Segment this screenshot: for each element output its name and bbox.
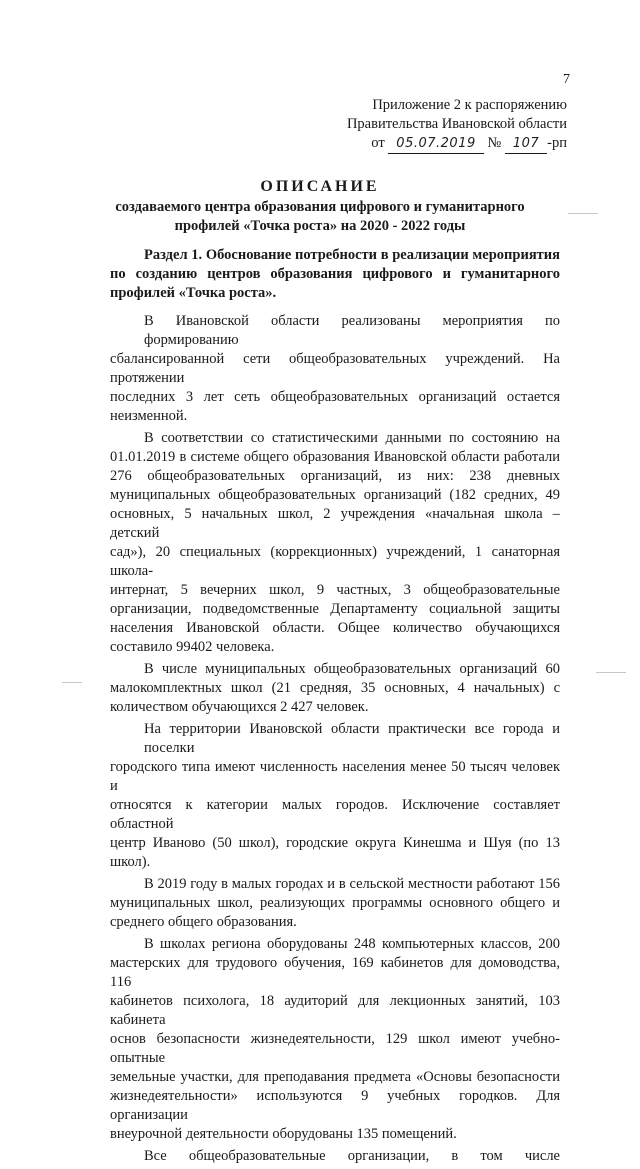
document-subtitle-line-1: создаваемого центра образования цифрового и гуманитарного xyxy=(115,199,525,215)
body-text xyxy=(110,312,560,1169)
paragraph-line: земельные участки, для преподавания предмета «Основы безопасности xyxy=(110,1069,560,1085)
appendix-line-2: Правительства Ивановской области xyxy=(346,116,567,132)
appendix-line-1: Приложение 2 к распоряжению xyxy=(372,97,567,113)
paragraph-line: среднего общего образования. xyxy=(110,914,297,930)
paragraph-line: муниципальных школ, реализующих программы основного общего и xyxy=(110,895,560,911)
paragraph-line: 276 общеобразовательных организаций, из них: 238 дневных xyxy=(110,468,560,484)
paragraph-line: составило 99402 человека. xyxy=(110,639,275,655)
number-label: № xyxy=(487,135,502,151)
document-subtitle-line-2: профилей «Точка роста» на 2020 - 2022 годы xyxy=(174,218,466,234)
paragraph-line: 01.01.2019 в системе общего образования Ивановской области работали xyxy=(110,449,560,465)
page-number: 7 xyxy=(563,72,570,87)
paragraph-line: основ безопасности жизнедеятельности, 129 школ имеют учебно-опытные xyxy=(110,1031,560,1066)
paragraph-line: кабинетов психолога, 18 аудиторий для лекционных занятий, 103 кабинета xyxy=(110,993,560,1028)
paragraph-line: последних 3 лет сеть общеобразовательных организаций остается xyxy=(110,389,560,405)
paragraph-line: неизменной. xyxy=(110,408,188,424)
paragraph-line: муниципальных общеобразовательных организаций (182 средних, 49 xyxy=(110,487,560,503)
paragraph-line: сад»), 20 специальных (коррекционных) учреждений, 1 санаторная школа- xyxy=(110,544,560,579)
paragraph-line: организации, подведомственные Департаменту социальной защиты xyxy=(110,601,560,617)
paragraph-line: городского типа имеют численность населения менее 50 тысяч человек и xyxy=(110,759,560,794)
number-suffix: -рп xyxy=(547,135,567,151)
paragraph-line: В соответствии со статистическими данными по состоянию на xyxy=(144,430,560,446)
document-title: ОПИСАНИЕ xyxy=(260,178,380,195)
paragraph xyxy=(110,935,560,1144)
paragraph-line: жизнедеятельности» используются 9 учебных городков. Для организации xyxy=(110,1088,560,1123)
scan-artifact xyxy=(568,213,598,214)
scan-artifact xyxy=(596,672,626,673)
paragraph-line: центр Иваново (50 школ), городские округа Кинешма и Шуя (по 13 школ). xyxy=(110,835,560,870)
document-number: 107 xyxy=(505,134,547,154)
paragraph-line: внеурочной деятельности оборудованы 135 помещений. xyxy=(110,1126,457,1142)
paragraph-line: мастерских для трудового обучения, 169 кабинетов для домоводства, 116 xyxy=(110,955,560,990)
paragraph xyxy=(110,875,560,932)
paragraph-line: сбалансированной сети общеобразовательных учреждений. На протяжении xyxy=(110,351,560,386)
appendix-line-3 xyxy=(347,134,567,154)
paragraph xyxy=(110,1147,560,1166)
paragraph xyxy=(110,720,560,872)
paragraph-line: количеством обучающихся 2 427 человек. xyxy=(110,699,369,715)
paragraph-line: Все общеобразовательные организации, в том числе xyxy=(144,1148,560,1164)
paragraph xyxy=(110,660,560,717)
section-title-line: профилей «Точка роста». xyxy=(110,285,277,301)
paragraph-line: В 2019 году в малых городах и в сельской местности работают 156 xyxy=(144,876,560,892)
from-label: от xyxy=(371,135,385,151)
paragraph-line: В числе муниципальных общеобразовательных организаций 60 xyxy=(144,661,560,677)
document-heading xyxy=(100,178,540,236)
paragraph-line: основных, 5 начальных школ, 2 учреждения «начальная школа – детский xyxy=(110,506,560,541)
paragraph-line: интернат, 5 вечерних школ, 9 частных, 3 общеобразовательные xyxy=(110,582,560,598)
section-title-line: по созданию центров образования цифрового и гуманитарного xyxy=(110,266,560,282)
paragraph-line: На территории Ивановской области практически все города и поселки xyxy=(144,721,560,756)
section-title-line: Раздел 1. Обоснование потребности в реализации мероприятия xyxy=(144,247,560,263)
paragraph xyxy=(110,312,560,426)
paragraph-line: В Ивановской области реализованы мероприятия по формированию xyxy=(144,313,560,348)
document-date: 05.07.2019 xyxy=(388,134,483,154)
paragraph xyxy=(110,429,560,657)
section-title xyxy=(110,246,560,303)
paragraph-line: малокомплектных школ (21 средняя, 35 основных, 4 начальных) с xyxy=(110,680,560,696)
paragraph-line: населения Ивановской области. Общее количество обучающихся xyxy=(110,620,560,636)
scan-artifact xyxy=(62,682,82,683)
paragraph-line: В школах региона оборудованы 248 компьютерных классов, 200 xyxy=(144,936,560,952)
paragraph-line: относятся к категории малых городов. Исключение составляет областной xyxy=(110,797,560,832)
appendix-header xyxy=(347,96,567,154)
